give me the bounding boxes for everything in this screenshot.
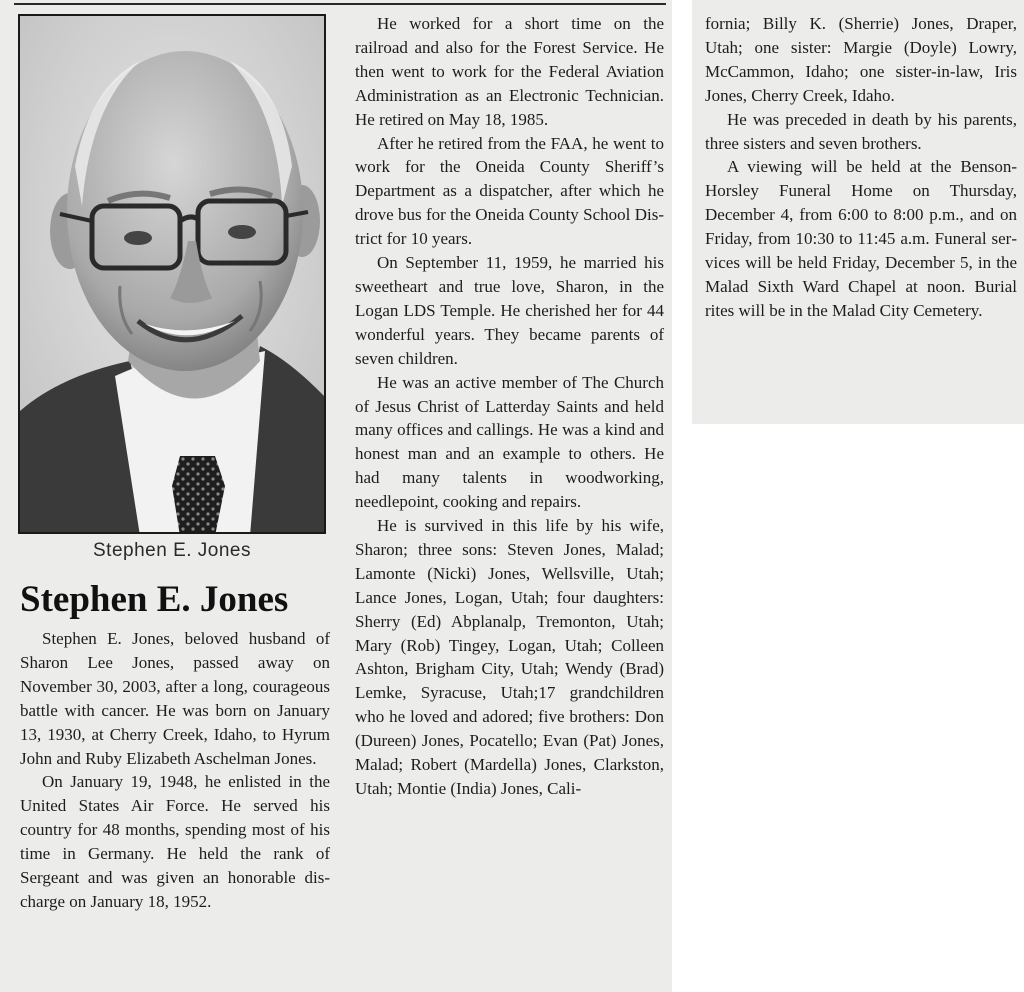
- paragraph: On September 11, 1959, he married his sweetheart and true love, Sharon, in the Logan LDS Temple. He cherished her for 44 wonderful years. They became parents of seven children.: [355, 253, 664, 368]
- paragraph: Stephen E. Jones, beloved husband of Sharon Lee Jones, passed away on November 30, 2003, after a long, courageous battle with cancer. He was born on January 13, 1930, at Cherry Creek, Idaho, to Hyrum John and Ruby Elizabeth Aschelman Jones.: [20, 629, 330, 768]
- paragraph: He worked for a short time on the railroad and also for the Forest Service. He then went to work for the Federal Aviation Administration as an Electronic Technician. He retired on May 18, 1985.: [355, 14, 664, 129]
- left-text-column: [20, 627, 330, 914]
- paragraph: He is survived in this life by his wife, Sharon; three sons: Steven Jones, Malad; Lamonte (Nicki) Jones, Wellsville, Utah; Lance Jones, Logan, Utah; four daughters: Sherry (Ed) Abplanalp, Tremonton, Utah; Mary (Rob) Tingey, Logan, Utah; Colleen Ashton, Brigham City, Utah; Wendy (Brad) Lemke, Syracuse, Utah;17 grandchildren who he loved and adored; five brothers: Don (Dureen) Jones, Pocatello; Evan (Pat) Jones, Malad; Robert (Mardella) Jones, Clarkston, Utah; Montie (India) Jones, Cali-: [355, 516, 664, 798]
- paragraph: A viewing will be held at the Benson-Horsley Funeral Home on Thursday, December 4, from 6:00 to 8:00 p.m., and on Friday, from 10:30 to 11:45 a.m. Funeral services will be held Friday, December 5, in the Malad Sixth Ward Chapel at noon. Burial rites will be in the Malad City Cemetery.: [705, 157, 1017, 320]
- paragraph: fornia; Billy K. (Sherrie) Jones, Draper, Utah; one sister: Margie (Doyle) Lowry, McCammon, Idaho; one sister-in-law, Iris Jones, Cherry Creek, Idaho.: [705, 14, 1017, 105]
- portrait-illustration: [20, 16, 324, 532]
- paragraph: He was an active member of The Church of Jesus Christ of Latterday Saints and held many offices and callings. He was a kind and honest man and an example to others. He had many talents in woodworking, needlepoint, cooking and repairs.: [355, 372, 664, 512]
- paragraph: On January 19, 1948, he enlisted in the United States Air Force. He served his country for 48 months, spending most of his time in Germany. He held the rank of Sergeant and was given an honorable discharge on January 18, 1952.: [20, 772, 330, 911]
- middle-text-column: [355, 12, 664, 801]
- top-rule: [14, 3, 666, 5]
- right-text-column: [705, 12, 1017, 323]
- paragraph: He was preceded in death by his parents, three sisters and seven brothers.: [705, 109, 1017, 153]
- portrait-photo: [18, 14, 326, 534]
- photo-caption: Stephen E. Jones: [93, 540, 251, 561]
- paragraph: After he retired from the FAA, he went to work for the Oneida County Sheriff’s Department as a dispatcher, after which he drove bus for the Oneida County School District for 10 years.: [355, 133, 664, 249]
- obituary-headline: Stephen E. Jones: [20, 579, 289, 620]
